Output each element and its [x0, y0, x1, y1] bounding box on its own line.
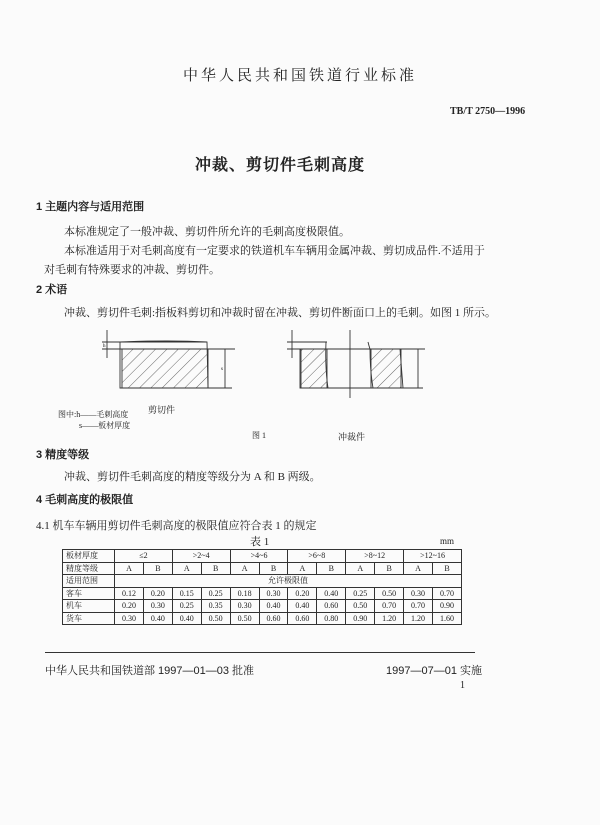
section-4-heading: 4 毛刺高度的极限值 [36, 494, 134, 506]
standard-code: TB/T 2750—1996 [450, 106, 526, 117]
column-header: ≤2 [115, 550, 173, 563]
table-cell: B [143, 562, 172, 575]
caption-punch-part: 冲裁件 [338, 432, 366, 442]
paragraph: 本标准规定了一般冲裁、剪切件所允许的毛刺高度极限值。 [64, 226, 350, 238]
row-header: 客车 [63, 587, 115, 600]
table-row [63, 562, 462, 575]
table-row [63, 575, 462, 588]
table-cell: 0.90 [346, 612, 375, 625]
table-cell: 0.30 [230, 600, 259, 613]
paragraph: 冲裁、剪切件毛刺:指板料剪切和冲裁时留在冲裁、剪切件断面口上的毛刺。如图 1 所示。 [64, 307, 497, 319]
column-header: >2~4 [172, 550, 230, 563]
paragraph: 本标准适用于对毛刺高度有一定要求的铁道机车车辆用金属冲裁、剪切成品件.不适用于 [64, 245, 485, 257]
table-cell: 0.50 [346, 600, 375, 613]
table-cell: 0.40 [317, 587, 346, 600]
table-cell: 0.40 [172, 612, 201, 625]
table-cell: 0.20 [115, 600, 144, 613]
table-cell: 允许极限值 [115, 575, 462, 588]
approval-line: 中华人民共和国铁道部 1997—01—03 批准 [45, 665, 255, 677]
table-cell: 0.25 [201, 587, 230, 600]
table-cell: B [201, 562, 230, 575]
standard-body: 中华人民共和国铁道行业标准 [182, 67, 417, 84]
row-header: 板材厚度 [63, 550, 115, 563]
section-2-heading: 2 术语 [36, 284, 68, 296]
table-caption: 表 1 [250, 536, 270, 548]
table-cell: 0.30 [115, 612, 144, 625]
section-3-heading: 3 精度等级 [36, 449, 90, 461]
table-cell: 0.50 [375, 587, 404, 600]
table-cell: B [317, 562, 346, 575]
paragraph: 对毛刺有特殊要求的冲裁、剪切件。 [44, 264, 220, 276]
table-cell: 0.20 [288, 587, 317, 600]
column-header: >12~16 [404, 550, 462, 563]
row-header: 适用范围 [63, 575, 115, 588]
table-row [63, 612, 462, 625]
table-cell: 0.60 [259, 612, 288, 625]
table-cell: 0.40 [143, 612, 172, 625]
table-row [63, 600, 462, 613]
table-cell: 1.20 [404, 612, 433, 625]
h-mark: h [103, 344, 106, 349]
table-cell: 0.50 [201, 612, 230, 625]
table-cell: 0.50 [230, 612, 259, 625]
table-unit: mm [440, 536, 455, 546]
table-cell: A [288, 562, 317, 575]
paragraph: 冲裁、剪切件毛刺高度的精度等级分为 A 和 B 两级。 [64, 471, 321, 483]
table-cell: 0.15 [172, 587, 201, 600]
row-header: 精度等级 [63, 562, 115, 575]
s-mark: s [221, 367, 223, 372]
table-cell: 0.25 [172, 600, 201, 613]
table-cell: 0.80 [317, 612, 346, 625]
document-title: 冲裁、剪切件毛刺高度 [194, 157, 365, 174]
figure-1-drawing [50, 330, 450, 410]
table-cell: A [115, 562, 144, 575]
table-cell: A [172, 562, 201, 575]
row-header: 机车 [63, 600, 115, 613]
legend-h: 图中:h——毛刺高度 [58, 410, 129, 419]
table-cell: 0.40 [288, 600, 317, 613]
table-row [63, 587, 462, 600]
table-cell: 0.70 [404, 600, 433, 613]
table-cell: 0.90 [432, 600, 461, 613]
footer-rule [45, 652, 475, 653]
table-cell: A [404, 562, 433, 575]
burr-height-table [62, 549, 462, 625]
table-cell: 0.30 [143, 600, 172, 613]
table-cell: 0.70 [375, 600, 404, 613]
table-cell: 0.60 [288, 612, 317, 625]
table-cell: 0.30 [404, 587, 433, 600]
table-cell: B [259, 562, 288, 575]
table-cell: 0.18 [230, 587, 259, 600]
section-1-heading: 1 主题内容与适用范围 [36, 201, 145, 213]
table-cell: 0.12 [115, 587, 144, 600]
table-cell: B [375, 562, 404, 575]
table-cell: A [346, 562, 375, 575]
column-header: >6~8 [288, 550, 346, 563]
table-row [63, 550, 462, 563]
table-cell: 0.20 [143, 587, 172, 600]
page-number: 1 [460, 680, 465, 691]
legend-s: s——板材厚度 [79, 421, 131, 430]
table-cell: 0.35 [201, 600, 230, 613]
table-cell: 0.70 [432, 587, 461, 600]
caption-shear-part: 剪切件 [148, 405, 176, 415]
column-header: >4~6 [230, 550, 288, 563]
effective-date: 1997—07—01 实施 [386, 665, 482, 677]
table-cell: 0.30 [259, 587, 288, 600]
table-cell: B [432, 562, 461, 575]
table-cell: 0.60 [317, 600, 346, 613]
table-cell: 0.40 [259, 600, 288, 613]
figure-label: 图 1 [252, 431, 266, 440]
clause-4-1: 4.1 机车车辆用剪切件毛刺高度的极限值应符合表 1 的规定 [36, 520, 317, 532]
table-cell: 1.20 [375, 612, 404, 625]
table-cell: 1.60 [432, 612, 461, 625]
row-header: 货车 [63, 612, 115, 625]
table-cell: A [230, 562, 259, 575]
column-header: >8~12 [346, 550, 404, 563]
table-cell: 0.25 [346, 587, 375, 600]
